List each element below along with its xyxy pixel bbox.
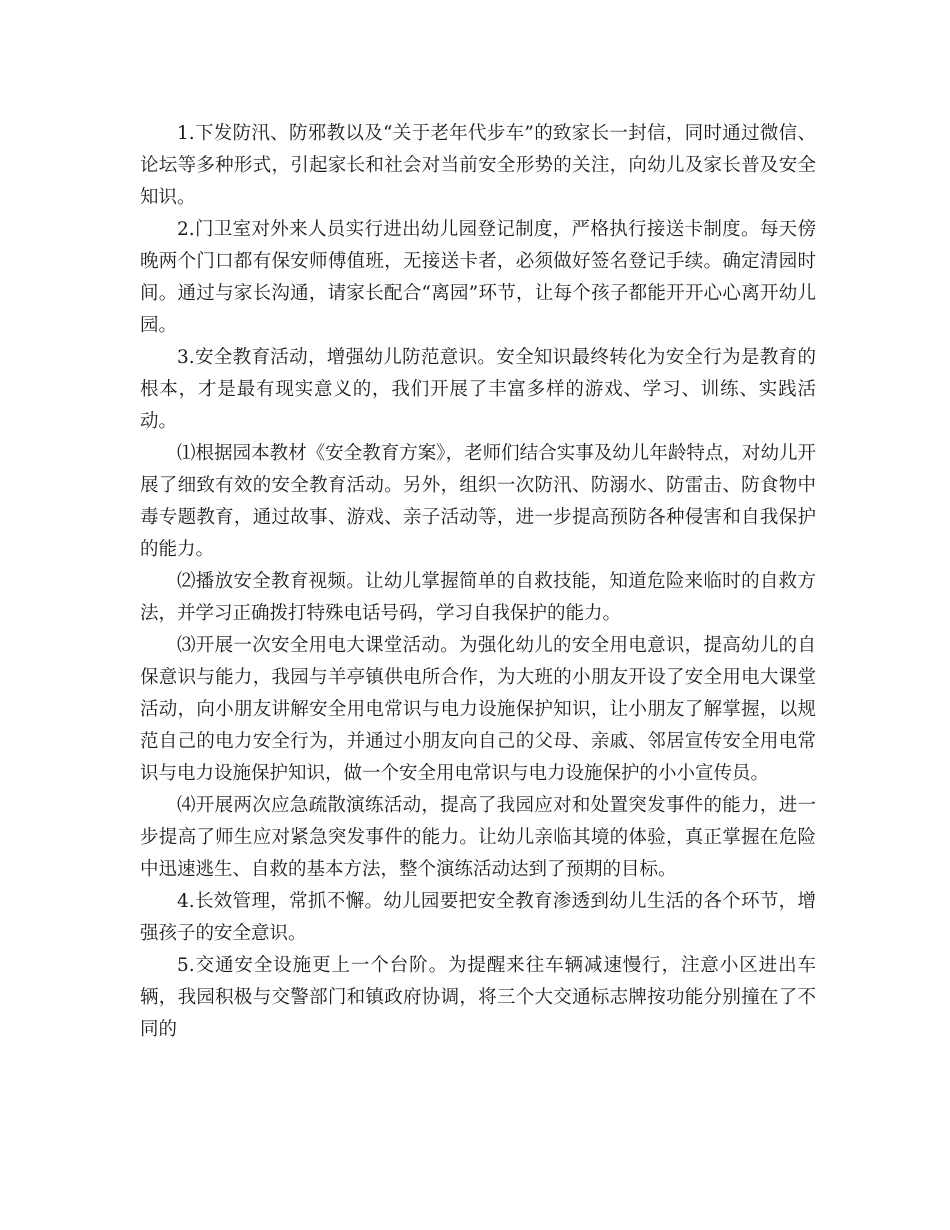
document-body	[140, 118, 816, 1046]
paragraph-1-notice-letter: 1.下发防汛、防邪教以及“关于老年代步车”的致家长一封信，同时通过微信、论坛等多种形式，引起家长和社会对当前安全形势的关注，向幼儿及家长普及安全知识。	[140, 123, 816, 208]
paragraph-4-long-term-management: 4.长效管理，常抓不懈。幼儿园要把安全教育渗透到幼儿生活的各个环节，增强孩子的安全意识。	[140, 891, 816, 944]
paragraph-3-3-electricity-class: ⑶开展一次安全用电大课堂活动。为强化幼儿的安全用电意识，提高幼儿的自保意识与能力，我园与羊亭镇供电所合作，为大班的小朋友开设了安全用电大课堂活动，向小朋友讲解安全用电常识与电力设施保护知识，让小朋友了解掌握，以规范自己的电力安全行为，并通过小朋友向自己的父母、亲戚、邻居宣传安全用电常识与电力设施保护知识，做一个安全用电常识与电力设施保护的小小宣传员。	[140, 635, 816, 784]
paragraph-2-gate-registration: 2.门卫室对外来人员实行进出幼儿园登记制度，严格执行接送卡制度。每天傍晚两个门口都有保安师傅值班，无接送卡者，必须做好签名登记手续。确定清园时间。通过与家长沟通，请家长配合“离园”环节，让每个孩子都能开开心心离开幼儿园。	[140, 219, 816, 336]
paragraph-5-traffic-facilities: 5.交通安全设施更上一个台阶。为提醒来往车辆减速慢行，注意小区进出车辆，我园积极与交警部门和镇政府协调，将三个大交通标志牌按功能分别撞在了不同的	[140, 955, 816, 1040]
paragraph-3-safety-education: 3.安全教育活动，增强幼儿防范意识。安全知识最终转化为安全行为是教育的根本，才是最有现实意义的，我们开展了丰富多样的游戏、学习、训练、实践活动。	[140, 347, 816, 432]
paragraph-3-2-safety-video: ⑵播放安全教育视频。让幼儿掌握简单的自救技能，知道危险来临时的自救方法，并学习正确拨打特殊电话号码，学习自我保护的能力。	[140, 571, 816, 624]
paragraph-3-1-school-curriculum: ⑴根据园本教材《安全教育方案》，老师们结合实事及幼儿年龄特点，对幼儿开展了细致有效的安全教育活动。另外，组织一次防汛、防溺水、防雷击、防食物中毒专题教育，通过故事、游戏、亲子活动等，进一步提高预防各种侵害和自我保护的能力。	[140, 443, 816, 560]
paragraph-3-4-evacuation-drill: ⑷开展两次应急疏散演练活动，提高了我园应对和处置突发事件的能力，进一步提高了师生应对紧急突发事件的能力。让幼儿亲临其境的体验，真正掌握在危险中迅速逃生、自救的基本方法，整个演练活动达到了预期的目标。	[140, 795, 816, 880]
